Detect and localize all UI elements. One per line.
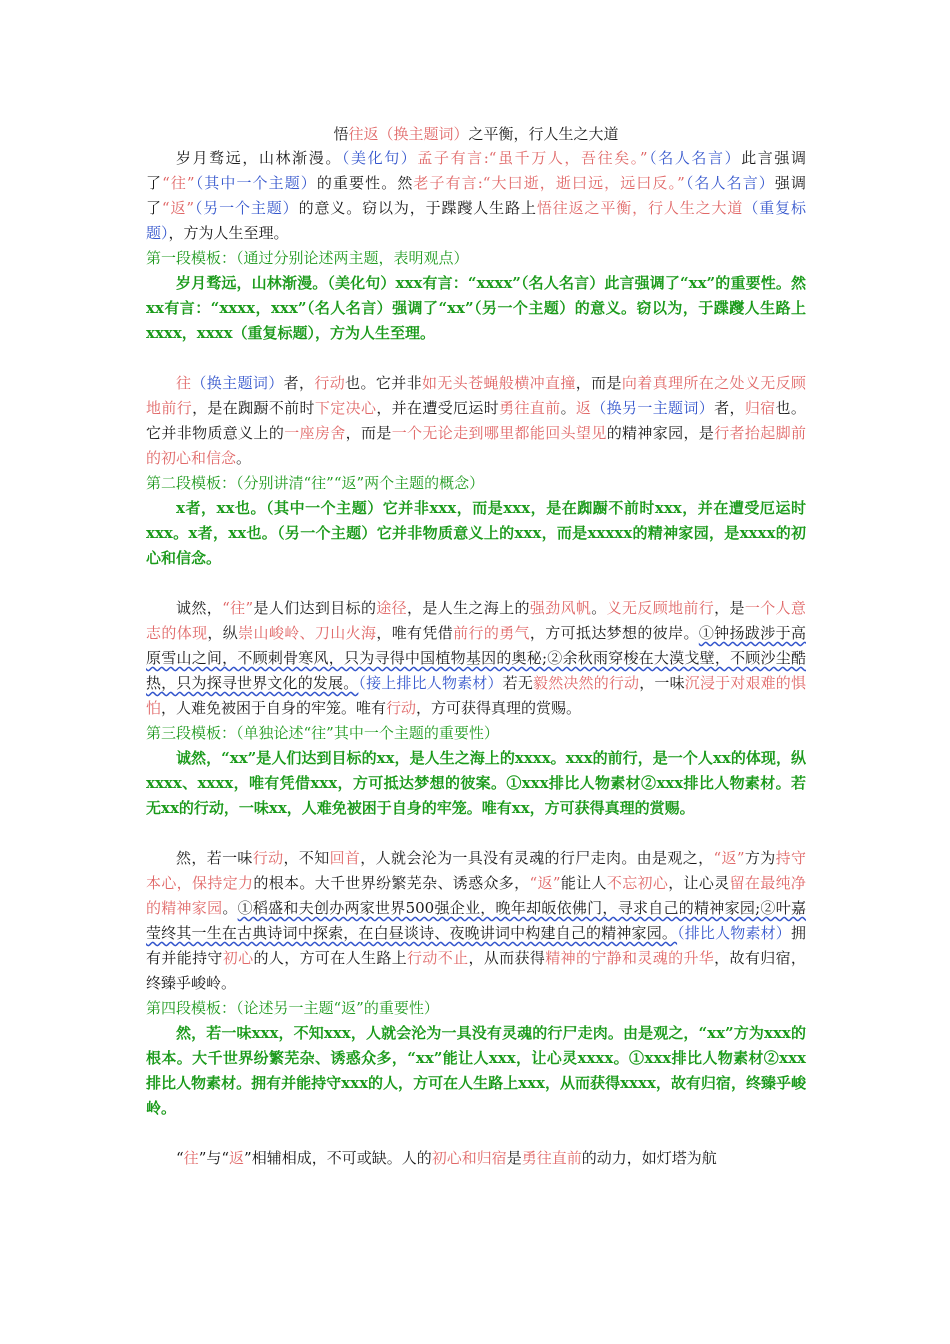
quote-highlight: 孟子有言:“虽千万人，吾往矣。” xyxy=(417,149,648,167)
annotation: （另一个主题） xyxy=(194,199,299,217)
phrase-highlight: 一个无论走到哪里都能回头望见 xyxy=(391,424,607,442)
phrase-highlight: 一座房舍 xyxy=(284,424,346,442)
spacer xyxy=(146,821,806,846)
text-run: 是人们达到目标的 xyxy=(253,599,377,617)
keyword-highlight: 往 xyxy=(183,1149,199,1167)
text-run: ，而是 xyxy=(345,424,392,442)
annotation: （换主题词） xyxy=(191,374,284,392)
text-run: ，让心灵 xyxy=(668,874,730,892)
text-run: 的人，方可在人生路上 xyxy=(253,949,408,967)
essay-title xyxy=(146,122,806,146)
text-run: 。 xyxy=(591,599,607,617)
text-run: ，并在遭受厄运时 xyxy=(376,399,500,417)
template-label-4: 第四段模板：（论述另一主题“返”的重要性） xyxy=(146,999,439,1017)
text-run: ”相辅相成，不可或缺。人的 xyxy=(244,1149,432,1167)
spacer xyxy=(146,346,806,371)
text-run: 方为 xyxy=(744,849,776,867)
text-run: 的精神家园，是 xyxy=(606,424,715,442)
text-run: 是 xyxy=(506,1149,522,1167)
text-run: ，不知 xyxy=(283,849,330,867)
text-run: ，是人生之海上的 xyxy=(407,599,530,617)
phrase-highlight: 下定决心 xyxy=(314,399,377,417)
example-material-underlined: ①稻盛和夫创办两家世界500强企业，晚年却皈依佛门，寻求自己的精神家园;②叶嘉莹终其一生在古典诗词中探索，在白昼谈诗、夜晚讲词中构建自己的精神家园。 xyxy=(146,899,806,942)
text-run: ，方可获得真理的赏赐。 xyxy=(416,699,582,717)
text-run: ，纵 xyxy=(207,624,239,642)
annotation: （美化句） xyxy=(341,149,418,167)
text-run: 此言强调了 xyxy=(146,149,806,192)
quote-highlight: 老子有言:“大曰逝，逝曰远，远曰反。” xyxy=(413,174,685,192)
text-run: ”与“ xyxy=(198,1149,230,1167)
text-run: 。 xyxy=(236,449,252,467)
phrase-highlight: 持守本心，保持定力 xyxy=(146,849,806,892)
text-run: 拥有并能持守 xyxy=(146,924,806,967)
template-label-2: 第二段模板：（分别讲清“往”“返”两个主题的概念） xyxy=(146,474,485,492)
text-run: 的意义。窃以为，于蹀躞人生路上 xyxy=(298,199,537,217)
spacer xyxy=(146,1121,806,1146)
template-label-1: 第一段模板：（通过分别论述两主题，表明观点） xyxy=(146,249,469,267)
annotation: （排比人物素材） xyxy=(677,924,791,942)
text-run: ，方可抵达梦想的彼岸。 xyxy=(529,624,699,642)
keyword-highlight: 返 xyxy=(575,399,592,417)
text-run: 然，若一味 xyxy=(176,849,253,867)
phrase-highlight: 留在最纯净的精神家园 xyxy=(146,874,806,917)
keyword-highlight: 行动 xyxy=(314,374,346,392)
spacer xyxy=(146,571,806,596)
phrase-highlight: 毅然决然的行动 xyxy=(533,674,640,692)
phrase-highlight: 行动不止 xyxy=(407,949,469,967)
text-run: 也。它并非物质意义上的 xyxy=(146,399,806,442)
phrase-highlight: 不忘初心 xyxy=(606,874,669,892)
keyword-highlight: 返 xyxy=(229,1149,245,1167)
text-run: ，方为人生至理。 xyxy=(168,224,289,242)
template-text-3: 诚然，“xx”是人们达到目标的xx，是人生之海上的xxxx。xxx的前行，是一个人xx的体现，纵xxxx、xxxx，唯有凭借xxx，方可抵达梦想的彼案。①xxx排比人物素材②xxx排比人物素材。若无xx的行动，一味xx，人难免被困于自身的牢笼。唯有xx，方可获得真理的赏赐。 xyxy=(146,749,806,817)
phrase-highlight: 如无头苍蝇般横冲直撞 xyxy=(421,374,576,392)
annotation: （名人名言） xyxy=(684,174,775,192)
text-run: ，一味 xyxy=(639,674,685,692)
title-note: （换主题词） xyxy=(378,125,469,143)
template-text-2: x者，xx也。（其中一个主题）它并非xxx，而是xxx，是在踟蹰不前时xxx，并在遭受厄运时xxx。x者，xx也。（另一个主题）它并非物质意义上的xxx，而是xxxxx的精神家园，是xxxx的初心和信念。 xyxy=(146,499,806,567)
text-run: 。 xyxy=(222,899,238,917)
text-run: ，从而获得 xyxy=(468,949,546,967)
text-run: 者， xyxy=(283,374,315,392)
keyword-highlight: 行动 xyxy=(252,849,284,867)
text-run: 。 xyxy=(560,399,576,417)
example-material-underlined: ①钟扬跋涉于高原雪山之间，不顾刺骨寒风，只为寻得中国植物基因的奥秘;②余秋雨穿梭在大漠戈壁，不顾沙尘酷热，只为探寻世界文化的发展。 xyxy=(146,624,806,692)
text-run: 岁月骛远，山林渐漫。 xyxy=(176,149,342,167)
annotation: （其中一个主题） xyxy=(194,174,317,192)
keyword-highlight: “返” xyxy=(161,199,194,217)
text-run: 者， xyxy=(714,399,745,417)
text-run: 强调了 xyxy=(146,174,806,217)
annotation: （换另一主题词） xyxy=(591,399,715,417)
title-text-end: 之平衡，行人生之大道 xyxy=(468,125,619,143)
paragraph-4 xyxy=(146,846,806,996)
phrase-highlight: 强劲风帆 xyxy=(529,599,592,617)
phrase-highlight: 向着真理所在之处义无反顾地前行 xyxy=(146,374,806,417)
phrase-highlight: 义无反顾地前行 xyxy=(606,599,715,617)
paragraph-5 xyxy=(146,1146,806,1171)
title-highlight: 往返 xyxy=(348,125,379,143)
keyword-highlight: “返” xyxy=(713,849,745,867)
phrase-highlight: 精神的宁静和灵魂的升华 xyxy=(545,949,715,967)
paragraph-3 xyxy=(146,596,806,721)
paragraph-1 xyxy=(146,146,806,246)
text-run: ，人就会沦为一具没有灵魂的行尸走肉。由是观之， xyxy=(360,849,714,867)
text-run: 的动力，如灯塔为航 xyxy=(581,1149,717,1167)
text-run: ，而是 xyxy=(575,374,622,392)
annotation: （重复标题） xyxy=(146,199,806,242)
paragraph-2 xyxy=(146,371,806,471)
phrase-highlight: 途径 xyxy=(376,599,408,617)
text-run: 若无 xyxy=(502,674,534,692)
text-run: ，故有归宿，终臻乎峻岭。 xyxy=(146,949,806,992)
keyword-highlight: “往” xyxy=(222,599,254,617)
phrase-highlight: 崇山峻岭、刀山火海 xyxy=(238,624,377,642)
phrase-highlight: 行者抬起脚前的初心和信念 xyxy=(146,424,806,467)
keyword-highlight: 行动 xyxy=(386,699,417,717)
title-text: 悟 xyxy=(333,125,349,143)
text-run: ，人难免被困于自身的牢笼。唯有 xyxy=(161,699,387,717)
text-run: “ xyxy=(176,1149,184,1167)
phrase-highlight: 初心和归宿 xyxy=(431,1149,507,1167)
phrase-highlight: 一个人意志的体现 xyxy=(146,599,806,642)
phrase-highlight: 沉浸于对艰难的惧怕 xyxy=(146,674,806,717)
keyword-highlight: 初心 xyxy=(222,949,254,967)
text-run: 诚然， xyxy=(176,599,223,617)
text-run: 能让人 xyxy=(560,874,607,892)
phrase-highlight: 勇往直前 xyxy=(521,1149,582,1167)
template-label-3: 第三段模板：（单独论述“往”其中一个主题的重要性） xyxy=(146,724,499,742)
keyword-highlight: “返” xyxy=(529,874,561,892)
text-run: 的根本。大千世界纷繁芜杂、诱惑众多， xyxy=(253,874,530,892)
document-page xyxy=(146,122,806,1171)
text-run: 也。它并非 xyxy=(345,374,422,392)
keyword-highlight: 归宿 xyxy=(744,399,776,417)
text-run: ，是在踟蹰不前时 xyxy=(192,399,315,417)
text-run: ，唯有凭借 xyxy=(376,624,454,642)
text-run: ，是 xyxy=(714,599,745,617)
phrase-highlight: 前行的勇气 xyxy=(453,624,530,642)
text-run: 的重要性。然 xyxy=(316,174,414,192)
template-text-1: 岁月骛远，山林渐漫。（美化句）xxx有言：“xxxx”（名人名言）此言强调了“xx”的重要性。然xx有言：“xxxx，xxx”（名人名言）强调了“xx”（另一个主题）的意义。窃以为，于蹀躞人生路上xxxx，xxxx（重复标题），方为人生至理。 xyxy=(146,274,806,342)
keyword-highlight: 往 xyxy=(176,374,192,392)
template-text-4: 然，若一味xxx，不知xxx，人就会沦为一具没有灵魂的行尸走肉。由是观之，“xx”方为xxx的根本。大千世界纷繁芜杂、诱惑众多，“xx”能让人xxx，让心灵xxxx。①xxx排比人物素材②xxx排比人物素材。拥有并能持守xxx的人，方可在人生路上xxx，从而获得xxxx，故有归宿，终臻乎峻岭。 xyxy=(146,1024,806,1117)
title-repeat-highlight: 悟往返之平衡，行人生之大道 xyxy=(536,199,744,217)
annotation: （接上排比人物素材） xyxy=(358,674,503,692)
annotation: （名人名言） xyxy=(647,149,742,167)
phrase-highlight: 勇往直前 xyxy=(499,399,561,417)
keyword-highlight: “往” xyxy=(162,174,195,192)
keyword-highlight: 回首 xyxy=(329,849,361,867)
